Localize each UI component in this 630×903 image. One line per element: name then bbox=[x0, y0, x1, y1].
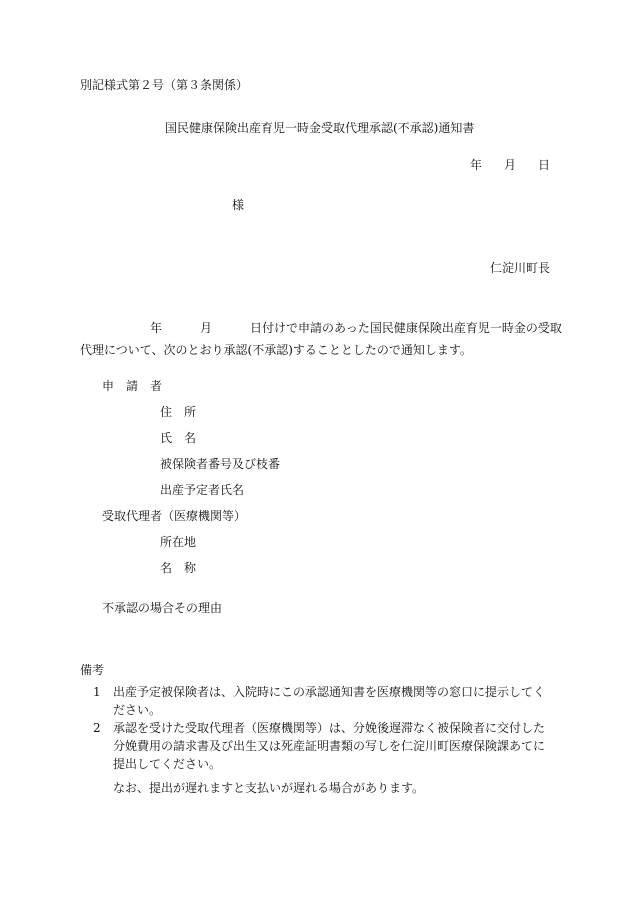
applicant-name-label: 氏 名 bbox=[160, 431, 197, 445]
remarks-heading: 備考 bbox=[80, 663, 105, 677]
intro-line2: 代理について、次のとおり承認(不承認)することとしたので通知します。 bbox=[80, 343, 472, 357]
remarks-item-number: 2 bbox=[93, 721, 101, 735]
intro-month: 月 bbox=[200, 321, 213, 335]
remarks-item-text: 出産予定被保険者は、入院時にこの承認通知書を医療機関等の窓口に提示してください。 bbox=[113, 685, 546, 717]
form-number: 別記様式第２号（第３条関係） bbox=[80, 78, 249, 92]
date-year: 年 bbox=[470, 158, 483, 172]
remarks-item bbox=[93, 719, 555, 773]
remarks-item-number: 1 bbox=[93, 685, 101, 699]
agent-location-label: 所在地 bbox=[160, 535, 197, 549]
applicant-address-label: 住 所 bbox=[160, 405, 197, 419]
remarks-item-text: 承認を受けた受取代理者（医療機関等）は、分娩後遅滞なく被保険者に交付した分娩費用の請求書及び出生又は死産証明書類の写しを仁淀川町医療保険課あてに提出してください。 bbox=[113, 721, 546, 771]
rejection-reason-label: 不承認の場合その理由 bbox=[102, 601, 223, 615]
remarks-item bbox=[93, 683, 555, 719]
intro-year: 年 bbox=[150, 321, 163, 335]
intro-line1: 日付けで申請のあった国民健康保険出産育児一時金の受取 bbox=[250, 321, 562, 335]
date-day: 日 bbox=[538, 158, 551, 172]
date-month: 月 bbox=[504, 158, 517, 172]
document-title: 国民健康保険出産育児一時金受取代理承認(不承認)通知書 bbox=[165, 121, 475, 135]
remarks-extra-note: なお、提出が遅れますと支払いが遅れる場合があります。 bbox=[113, 781, 425, 795]
agent-heading: 受取代理者（医療機関等） bbox=[102, 509, 247, 523]
agent-name-label: 名 称 bbox=[160, 561, 197, 575]
insured-number-label: 被保険者番号及び枝番 bbox=[160, 457, 281, 471]
addressee-suffix: 様 bbox=[232, 198, 245, 212]
expectant-name-label: 出産予定者氏名 bbox=[160, 483, 245, 497]
issuer: 仁淀川町長 bbox=[490, 261, 551, 275]
date-line bbox=[470, 156, 550, 174]
intro-paragraph bbox=[80, 317, 560, 361]
applicant-heading: 申 請 者 bbox=[102, 379, 163, 393]
